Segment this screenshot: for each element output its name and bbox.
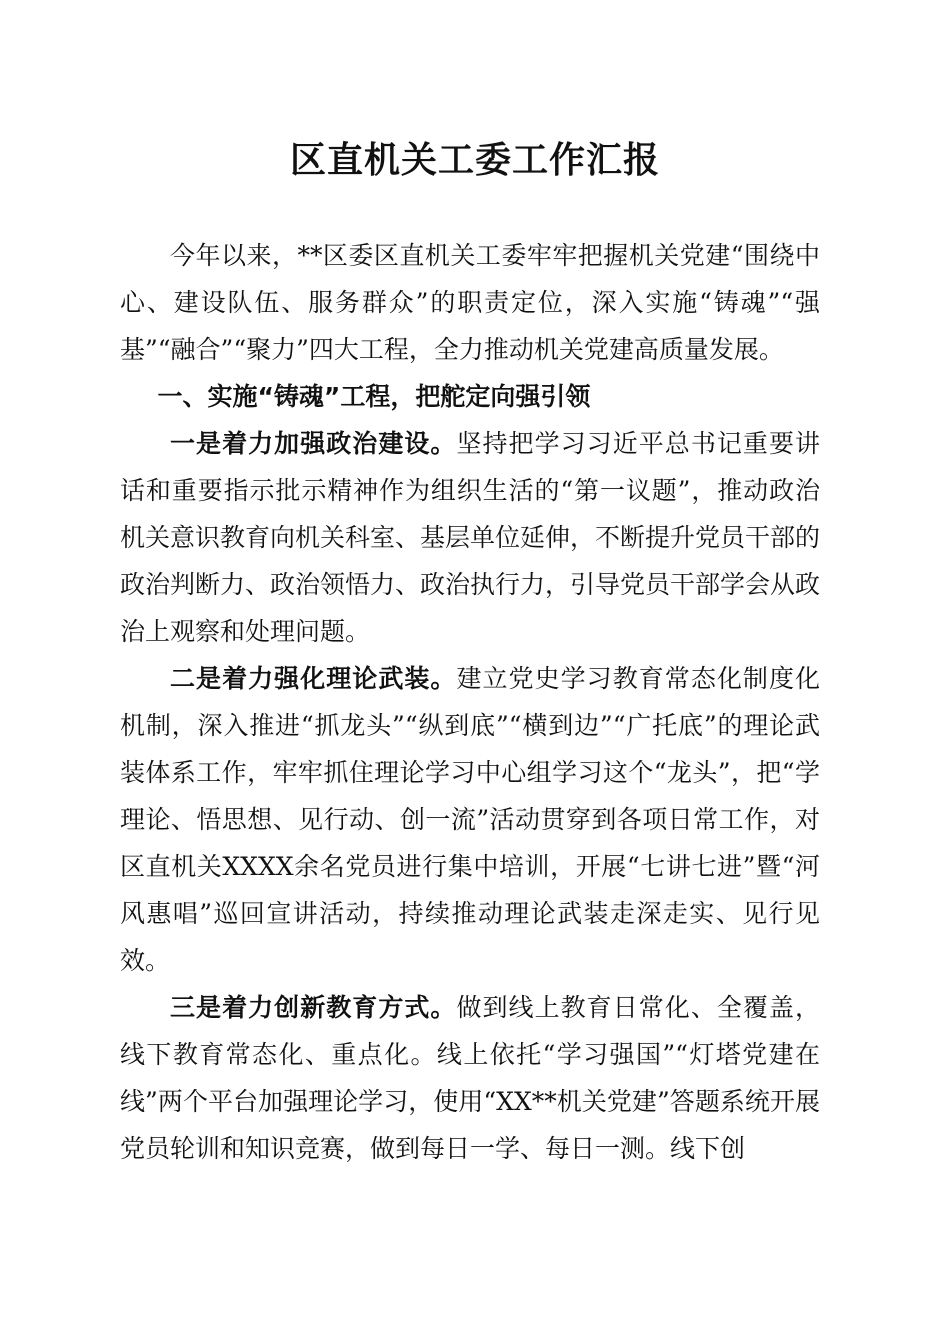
item-lead-3: 三是着力创新教育方式。 — [170, 993, 457, 1022]
item-text-1: 坚持把学习习近平总书记重要讲话和重要指示批示精神作为组织生活的“第一议题”，推动政治机关意识教育向机关科室、基层单位延伸，不断提升党员干部的政治判断力、政治领悟力、政治执行力，引导党员干部学会从政治上观察和处理问题。 — [120, 429, 821, 646]
item-lead-1: 一是着力加强政治建设。 — [170, 429, 457, 458]
section-heading: 一、实施“铸魂”工程，把舵定向强引领 — [157, 382, 591, 411]
item-paragraph-3 — [120, 984, 820, 1172]
document-title: 区直机关工委工作汇报 — [289, 139, 660, 181]
item-lead-2: 二是着力强化理论武装。 — [170, 664, 457, 693]
item-text-2: 建立党史学习教育常态化制度化机制，深入推进“抓龙头”“纵到底”“横到边”“广托底”的理论武装体系工作，牢牢抓住理论学习中心组学习这个“龙头”，把“学理论、悟思想、见行动、创一流”活动贯穿到各项日常工作，对区直机关XXXX余名党员进行集中培训，开展“七讲七进”暨“河风惠唱”巡回宣讲活动，持续推动理论武装走深走实、见行见效。 — [120, 664, 820, 975]
item-text-3: 做到线上教育日常化、全覆盖，线下教育常态化、重点化。线上依托“学习强国”“灯塔党建在线”两个平台加强理论学习，使用“XX**机关党建”答题系统开展党员轮训和知识竞赛，做到每日一学、每日一测。线下创 — [120, 993, 820, 1163]
intro-paragraph: 今年以来，**区委区直机关工委牢牢把握机关党建“围绕中心、建设队伍、服务群众”的职责定位，深入实施“铸魂”“强基”“融合”“聚力”四大工程，全力推动机关党建高质量发展。 — [120, 241, 820, 364]
item-paragraph-1 — [120, 420, 820, 655]
document-body — [120, 232, 820, 1172]
item-paragraph-2 — [120, 655, 820, 984]
